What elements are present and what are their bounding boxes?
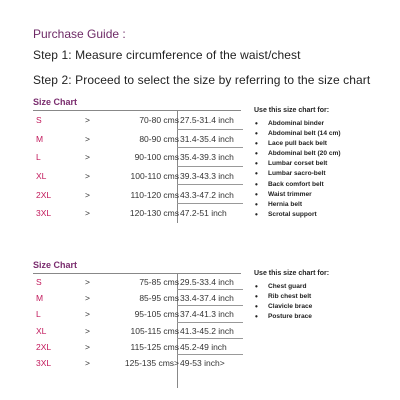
size-cm-range: 100-110 cms xyxy=(130,171,179,182)
list-item: • Hernia belt xyxy=(255,199,303,209)
list-item: • Posture brace xyxy=(255,312,312,322)
list-item: • Lumbar corset belt xyxy=(255,159,328,169)
size-label: M xyxy=(36,133,44,144)
purchase-guide-title: Purchase Guide : xyxy=(33,27,126,41)
size-inch-range: 49-53 inch> xyxy=(180,358,225,369)
size-inch-range: 31.4-35.4 inch xyxy=(180,133,234,144)
table-row xyxy=(33,167,243,186)
table-row xyxy=(33,355,243,371)
arrow-icon: > xyxy=(85,293,90,304)
list-item: • Scrotal support xyxy=(255,209,317,219)
size-inch-range: 33.4-37.4 inch xyxy=(180,293,234,304)
bullet-icon: • xyxy=(255,169,258,179)
arrow-icon: > xyxy=(85,208,90,219)
arrow-icon: > xyxy=(85,115,90,126)
arrow-icon: > xyxy=(85,325,90,336)
list-item: • Abdominal belt (20 cm) xyxy=(255,149,341,159)
size-label: L xyxy=(36,152,41,163)
usage-list-title: Use this size chart for: xyxy=(254,107,330,114)
table-row xyxy=(33,323,243,339)
list-item: • Clavicle brace xyxy=(255,302,313,312)
arrow-icon: > xyxy=(85,277,90,288)
usage-list-box xyxy=(254,270,394,322)
bullet-icon: • xyxy=(255,189,258,199)
size-label: XL xyxy=(36,171,47,182)
usage-list xyxy=(254,119,394,220)
table-row xyxy=(33,339,243,355)
step-1-text: Step 1: Measure circumference of the waist/chest xyxy=(33,48,301,62)
bullet-icon: • xyxy=(255,129,258,139)
list-item: • Lace pull back belt xyxy=(255,139,327,149)
table-row xyxy=(33,274,243,290)
size-label: 3XL xyxy=(36,358,52,369)
size-label: S xyxy=(36,115,42,126)
size-inch-range: 47.2-51 inch xyxy=(180,208,227,219)
arrow-icon: > xyxy=(85,171,90,182)
bullet-icon: • xyxy=(255,312,258,322)
table-row xyxy=(33,130,243,149)
size-inch-range: 35.4-39.3 inch xyxy=(180,152,234,163)
size-label: 3XL xyxy=(36,208,52,219)
list-item: • Abdominal binder xyxy=(255,119,325,128)
size-inch-range: 29.5-33.4 inch xyxy=(180,277,234,288)
table-row xyxy=(33,204,243,223)
size-label: 2XL xyxy=(36,189,52,200)
size-inch-range: 39.3-43.3 inch xyxy=(180,171,234,182)
bullet-icon: • xyxy=(255,199,258,209)
usage-list xyxy=(254,282,394,322)
size-cm-range: 115-125 cms xyxy=(130,341,179,352)
size-label: 2XL xyxy=(36,341,52,352)
size-chart-table xyxy=(33,274,243,371)
list-item: • Back comfort belt xyxy=(255,179,324,189)
arrow-icon: > xyxy=(85,152,90,163)
arrow-icon: > xyxy=(85,358,90,369)
size-inch-range: 45.2-49 inch xyxy=(180,341,227,352)
size-cm-range: 105-115 cms xyxy=(130,325,179,336)
size-inch-range: 27.5-31.4 inch xyxy=(180,115,234,126)
list-item: • Abdominal belt (14 cm) xyxy=(255,129,341,139)
size-cm-range: 70-80 cms xyxy=(139,115,179,126)
size-label: L xyxy=(36,309,41,320)
list-item: • Rib chest belt xyxy=(255,292,312,302)
size-label: M xyxy=(36,293,44,304)
size-cm-range: 90-100 cms xyxy=(134,152,179,163)
table-row xyxy=(33,290,243,306)
arrow-icon: > xyxy=(85,133,90,144)
size-cm-range: 75-85 cms xyxy=(139,277,179,288)
size-chart-title: Size Chart xyxy=(33,260,78,270)
size-inch-range: 41.3-45.2 inch xyxy=(180,325,234,336)
bullet-icon: • xyxy=(255,282,258,291)
bullet-icon: • xyxy=(255,292,258,302)
bullet-icon: • xyxy=(255,209,258,219)
usage-list-box xyxy=(254,107,394,220)
usage-list-title: Use this size chart for: xyxy=(254,270,330,277)
bullet-icon: • xyxy=(255,149,258,159)
list-item: • Waist trimmer xyxy=(255,189,312,199)
bullet-icon: • xyxy=(255,179,258,189)
size-inch-range: 43.3-47.2 inch xyxy=(180,189,234,200)
size-cm-range: 80-90 cms xyxy=(139,133,179,144)
list-item: • Chest guard xyxy=(255,282,307,291)
arrow-icon: > xyxy=(85,341,90,352)
size-inch-range: 37.4-41.3 inch xyxy=(180,309,234,320)
arrow-icon: > xyxy=(85,309,90,320)
size-cm-range: 85-95 cms xyxy=(139,293,179,304)
size-label: S xyxy=(36,277,42,288)
size-cm-range: 95-105 cms xyxy=(134,309,179,320)
size-cm-range: 120-130 cms xyxy=(129,208,179,219)
size-label: XL xyxy=(36,325,47,336)
size-chart-table xyxy=(33,111,243,223)
bullet-icon: • xyxy=(255,139,258,149)
size-cm-range: 110-120 cms xyxy=(130,189,179,200)
step-2-text: Step 2: Proceed to select the size by referring to the size chart xyxy=(33,73,371,87)
bullet-icon: • xyxy=(255,159,258,169)
bullet-icon: • xyxy=(255,119,258,128)
arrow-icon: > xyxy=(85,189,90,200)
table-row xyxy=(33,306,243,322)
size-cm-range: 125-135 cms> xyxy=(124,358,179,369)
table-row xyxy=(33,111,243,130)
list-item: • Lumbar sacro-belt xyxy=(255,169,326,179)
size-chart-title: Size Chart xyxy=(33,97,78,107)
table-row xyxy=(33,185,243,204)
table-row xyxy=(33,148,243,167)
bullet-icon: • xyxy=(255,302,258,312)
